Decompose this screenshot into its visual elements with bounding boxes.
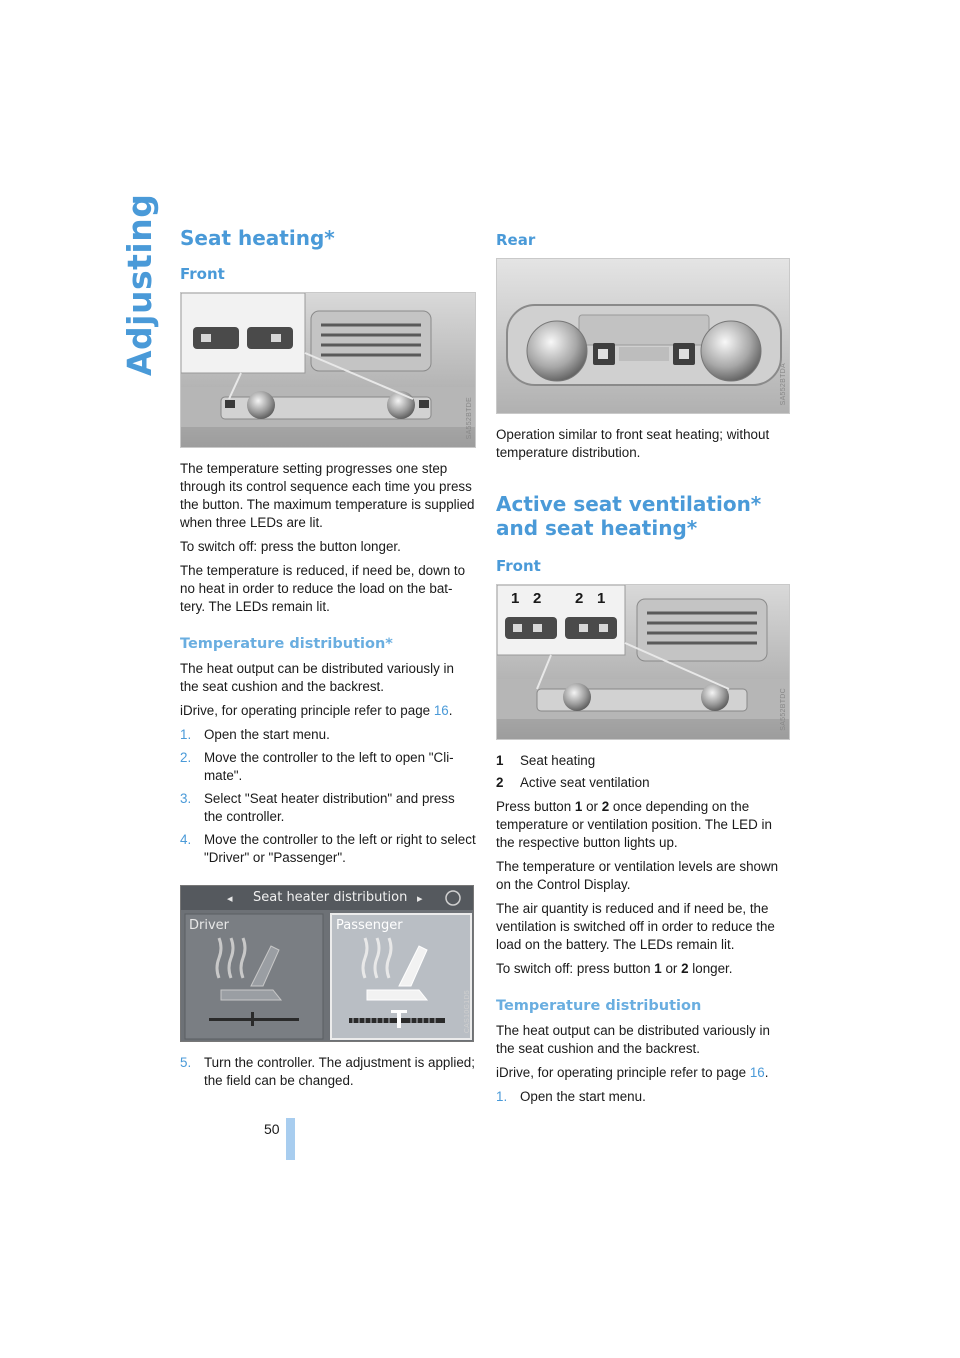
screen-left-arrow: ◂ (227, 892, 233, 905)
subheading-front-ventilation: Front (496, 557, 541, 575)
screen-driver-label[interactable]: Driver (189, 918, 230, 933)
rear-console-figure (496, 258, 790, 414)
paragraph-heat-output: The heat output can be distributed variously in the seat cushion and the backrest. (180, 661, 454, 694)
step-item: 2. Move the controller to the left to open "Cli-mate". (180, 750, 454, 783)
paragraph-temperature-reduced: The temperature is reduced, if need be, down to no heat in order to reduce the load on the bat-tery. The LEDs remain lit. (180, 563, 466, 614)
paragraph-air-quantity: The air quantity is reduced and if need be, the ventilation is switched off in order to reduce the load on the battery. The LEDs remain lit. (496, 901, 775, 952)
idrive-suffix: . (448, 703, 453, 718)
subheading-rear: Rear (496, 231, 536, 249)
step-5-list (180, 1054, 476, 1090)
screen-passenger-label[interactable]: Passenger (336, 918, 403, 933)
front-console-illustration (181, 293, 476, 448)
front-console-figure (180, 292, 476, 448)
legend-item: 2 Active seat ventilation (496, 775, 650, 790)
figure-code: SA552BTDA (780, 362, 787, 405)
figure-code: SA552BTDC (780, 688, 787, 731)
legend-item: 1 Seat heating (496, 753, 596, 768)
section-heading-seat-heating: Seat heating* (180, 226, 335, 250)
rear-console-illustration (497, 259, 790, 414)
control-display-illustration (181, 886, 474, 1042)
page-marker-bar (286, 1118, 295, 1160)
seat-heater-distribution-screen (180, 885, 474, 1042)
step-item: 1. Open the start menu. (180, 727, 330, 742)
front-ventilation-illustration (497, 585, 790, 740)
step-item: 1. Open the start menu. (496, 1089, 646, 1104)
callout-1-left: 1 (511, 590, 520, 607)
page-link-16[interactable]: 16 (433, 703, 449, 718)
right-column (496, 230, 792, 1111)
subheading-temperature-distribution: Temperature distribution* (180, 636, 393, 652)
paragraph-rear-operation: Operation similar to front seat heating; without temperature distribution. (496, 427, 770, 460)
page-link-16[interactable]: 16 (749, 1065, 765, 1080)
callout-2-right: 2 (575, 590, 584, 607)
callout-legend (496, 752, 792, 792)
steps-list-right (496, 1088, 792, 1106)
paragraph-switch-off-ventilation: To switch off: press button 1 or 2 longer. (496, 961, 733, 976)
chapter-side-title-text: Adjusting (120, 193, 159, 376)
callout-1-right: 1 (597, 590, 606, 607)
subheading-front: Front (180, 265, 225, 283)
chapter-side-title (120, 193, 160, 380)
step-item: 4. Move the controller to the left or right to select "Driver" or "Passenger". (180, 832, 476, 865)
paragraph-switch-off: To switch off: press the button longer. (180, 539, 401, 554)
step-item: 5. Turn the controller. The adjustment is applied; the field can be changed. (180, 1055, 475, 1088)
front-ventilation-figure (496, 584, 790, 740)
paragraph-heat-output-right: The heat output can be distributed variously in the seat cushion and the backrest. (496, 1023, 770, 1056)
paragraph-idrive-reference-right: iDrive, for operating principle refer to page 16. (496, 1065, 769, 1080)
callout-2-left: 2 (533, 590, 542, 607)
figure-code: SA552BTDE (466, 396, 473, 439)
steps-list (180, 726, 476, 867)
screen-title: Seat heater distribution (253, 890, 408, 905)
section-heading-active-ventilation: Active seat ventilation* and seat heating* (496, 492, 762, 540)
paragraph-levels-shown: The temperature or ventilation levels are shown on the Control Display. (496, 859, 779, 892)
paragraph-idrive-reference (180, 702, 476, 720)
page-number: 50 (264, 1121, 280, 1137)
figure-code: CAS10G1D5 (464, 989, 471, 1033)
step-item: 3. Select "Seat heater distribution" and press the controller. (180, 791, 455, 824)
screen-right-arrow: ▸ (417, 892, 423, 905)
idrive-text: iDrive, for operating principle refer to page (180, 703, 434, 718)
paragraph-press-button: Press button 1 or 2 once depending on the temperature or ventilation position. The LED in the respective button lights up. (496, 799, 772, 850)
paragraph-temperature-setting: The temperature setting progresses one step through its control sequence each time you press the button. The maximum temperature is supplied when three LEDs are lit. (180, 461, 475, 530)
subheading-temperature-distribution-right: Temperature distribution (496, 998, 702, 1014)
left-column (180, 226, 476, 1095)
